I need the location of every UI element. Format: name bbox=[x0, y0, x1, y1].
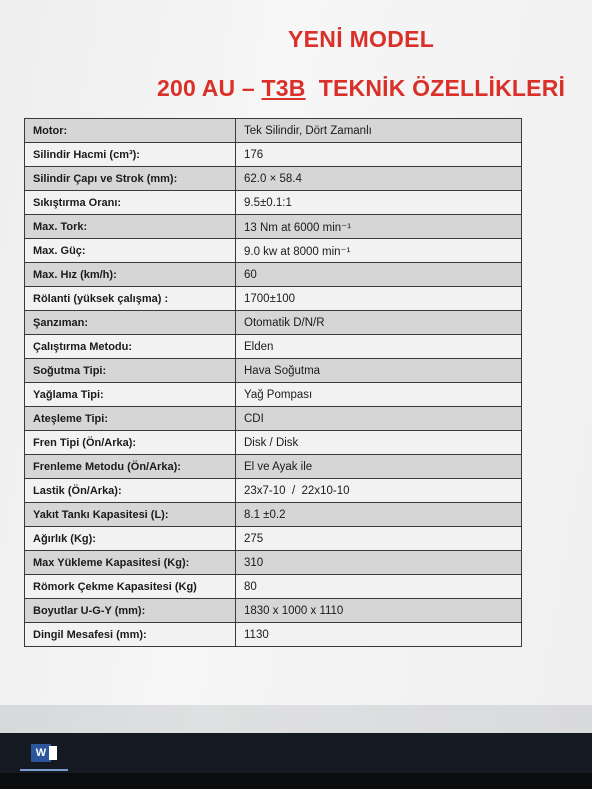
document-title-line2 bbox=[157, 75, 565, 102]
spec-value: Hava Soğutma bbox=[236, 359, 522, 383]
spec-table-body bbox=[25, 119, 522, 647]
spec-label: Max. Güç: bbox=[25, 239, 236, 263]
table-row bbox=[25, 455, 522, 479]
spec-label: Motor: bbox=[25, 119, 236, 143]
spec-label: Silindir Çapı ve Strok (mm): bbox=[25, 167, 236, 191]
document-title-line1: YENİ MODEL bbox=[288, 26, 435, 52]
title-prefix: 200 AU – bbox=[157, 75, 262, 101]
spec-value: Tek Silindir, Dört Zamanlı bbox=[236, 119, 522, 143]
table-row bbox=[25, 599, 522, 623]
table-row bbox=[25, 311, 522, 335]
spec-value: Yağ Pompası bbox=[236, 383, 522, 407]
spec-label: Boyutlar U-G-Y (mm): bbox=[25, 599, 236, 623]
spec-label: Yağlama Tipi: bbox=[25, 383, 236, 407]
spec-label: Max Yükleme Kapasitesi (Kg): bbox=[25, 551, 236, 575]
spec-value: Disk / Disk bbox=[236, 431, 522, 455]
spec-value: El ve Ayak ile bbox=[236, 455, 522, 479]
spec-label: Frenleme Metodu (Ön/Arka): bbox=[25, 455, 236, 479]
taskbar bbox=[0, 733, 592, 773]
spec-value: 310 bbox=[236, 551, 522, 575]
spec-label: Max. Hız (km/h): bbox=[25, 263, 236, 287]
table-row bbox=[25, 359, 522, 383]
title-suffix: TEKNİK ÖZELLİKLERİ bbox=[305, 75, 566, 101]
table-row bbox=[25, 431, 522, 455]
table-row bbox=[25, 503, 522, 527]
table-row bbox=[25, 287, 522, 311]
spec-value: CDI bbox=[236, 407, 522, 431]
spec-value: 23x7-10 / 22x10-10 bbox=[236, 479, 522, 503]
title-model-code: T3B bbox=[261, 75, 306, 101]
spec-value: 9.0 kw at 8000 min⁻¹ bbox=[236, 239, 522, 263]
table-row bbox=[25, 479, 522, 503]
spec-value: 80 bbox=[236, 575, 522, 599]
spec-value: 1830 x 1000 x 1110 bbox=[236, 599, 522, 623]
spec-value: 275 bbox=[236, 527, 522, 551]
spec-value: 62.0 × 58.4 bbox=[236, 167, 522, 191]
spec-value: 176 bbox=[236, 143, 522, 167]
monitor-bezel bbox=[0, 773, 592, 789]
spec-value: 13 Nm at 6000 min⁻¹ bbox=[236, 215, 522, 239]
taskbar-word-button[interactable] bbox=[20, 737, 68, 771]
spec-label: Dingil Mesafesi (mm): bbox=[25, 623, 236, 647]
table-row bbox=[25, 527, 522, 551]
table-row bbox=[25, 239, 522, 263]
spec-table bbox=[24, 118, 522, 647]
spec-label: Soğutma Tipi: bbox=[25, 359, 236, 383]
spec-value: Otomatik D/N/R bbox=[236, 311, 522, 335]
spec-label: Çalıştırma Metodu: bbox=[25, 335, 236, 359]
spec-label: Silindir Hacmi (cm³): bbox=[25, 143, 236, 167]
spec-value: 8.1 ±0.2 bbox=[236, 503, 522, 527]
table-row bbox=[25, 623, 522, 647]
word-icon: W bbox=[31, 744, 51, 762]
spec-value: 60 bbox=[236, 263, 522, 287]
spec-label: Römork Çekme Kapasitesi (Kg) bbox=[25, 575, 236, 599]
spec-label: Yakıt Tankı Kapasitesi (L): bbox=[25, 503, 236, 527]
spec-label: Sıkıştırma Oranı: bbox=[25, 191, 236, 215]
table-row bbox=[25, 119, 522, 143]
table-row bbox=[25, 335, 522, 359]
spec-label: Rölanti (yüksek çalışma) : bbox=[25, 287, 236, 311]
table-row bbox=[25, 167, 522, 191]
spec-label: Lastik (Ön/Arka): bbox=[25, 479, 236, 503]
table-row bbox=[25, 551, 522, 575]
table-row bbox=[25, 215, 522, 239]
spec-label: Fren Tipi (Ön/Arka): bbox=[25, 431, 236, 455]
spec-value: 1130 bbox=[236, 623, 522, 647]
spec-label: Ağırlık (Kg): bbox=[25, 527, 236, 551]
table-row bbox=[25, 263, 522, 287]
table-row bbox=[25, 407, 522, 431]
spec-label: Max. Tork: bbox=[25, 215, 236, 239]
table-row bbox=[25, 383, 522, 407]
spec-value: Elden bbox=[236, 335, 522, 359]
spec-label: Ateşleme Tipi: bbox=[25, 407, 236, 431]
table-row bbox=[25, 575, 522, 599]
table-row bbox=[25, 191, 522, 215]
spec-value: 1700±100 bbox=[236, 287, 522, 311]
table-row bbox=[25, 143, 522, 167]
spec-label: Şanzıman: bbox=[25, 311, 236, 335]
spec-value: 9.5±0.1:1 bbox=[236, 191, 522, 215]
